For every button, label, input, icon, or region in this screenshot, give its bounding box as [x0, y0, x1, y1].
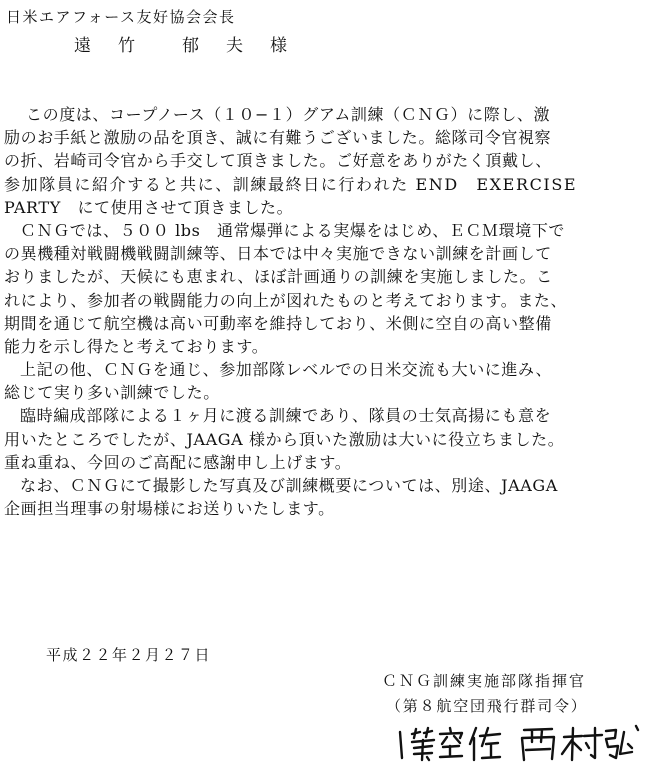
body-line: 臨時編成部隊による１ヶ月に渡る訓練であり、隊員の士気高揚にも意を — [20, 406, 552, 426]
handwritten-signature — [392, 724, 642, 764]
body-line: 企画担当理事の射場様にお送りいたします。 — [4, 499, 335, 519]
body-line: 総じて実り多い訓練でした。 — [4, 383, 220, 403]
recipient-name-char: 様 — [270, 36, 287, 56]
sender-title: ＣＮＧ訓練実施部隊指揮官 — [382, 672, 587, 690]
recipient-name — [74, 31, 314, 56]
body-line: れにより、参加者の戦闘能力の向上が図れたものと考えております。また、 — [4, 290, 568, 310]
recipient-name-char: 遠 — [74, 36, 91, 56]
letter-body — [4, 103, 660, 520]
body-line: 励のお手紙と激励の品を頂き、誠に有難うございました。総隊司令官視察 — [4, 128, 552, 148]
recipient-name-char: 郁 — [182, 36, 199, 56]
body-line: ＣＮＧでは、５００ lbs 通常爆弾による実爆をはじめ、ＥＣＭ環境下で — [20, 220, 566, 240]
letter-date: 平成２２年２月２７日 — [46, 646, 212, 664]
body-line: 能力を示し得たと考えております。 — [4, 336, 269, 356]
body-line: この度は、コープノース（１０−１）グアム訓練（ＣＮＧ）に際し、激 — [26, 105, 551, 124]
recipient-name-char: 竹 — [118, 36, 135, 56]
body-line: の異機種対戦闘機戦闘訓練等、日本では中々実施できない訓練を計画して — [4, 244, 552, 264]
body-line: 重ね重ね、今回のご高配に感謝申し上げます。 — [4, 452, 352, 472]
body-line: 用いたところでしたが、JAAGA 様から頂いた激励は大いに役立ちました。 — [4, 429, 565, 449]
body-line: PARTY にて使用させて頂きました。 — [4, 197, 294, 217]
body-line: なお、ＣＮＧにて撮影した写真及び訓練概要については、別途、JAAGA — [20, 476, 558, 495]
body-line: 上記の他、ＣＮＧを通じ、参加部隊レベルでの日米交流も大いに進み、 — [20, 360, 553, 380]
body-line: の折、岩崎司令官から手交して頂きました。ご好意をありがたく頂戴し、 — [4, 151, 552, 171]
recipient-organization: 日米エアフォース友好協会会長 — [6, 8, 236, 26]
recipient-name-char: 夫 — [226, 36, 243, 56]
body-line: 参加隊員に紹介すると共に、訓練最終日に行われた END EXERCISE — [4, 174, 578, 194]
body-line: 期間を通じて航空機は高い可動率を維持しており、米側に空自の高い整備 — [4, 313, 552, 333]
body-line: おりましたが、天候にも恵まれ、ほぼ計画通りの訓練を実施しました。こ — [4, 267, 553, 287]
sender-subtitle: （第８航空団飛行群司令） — [386, 697, 588, 715]
